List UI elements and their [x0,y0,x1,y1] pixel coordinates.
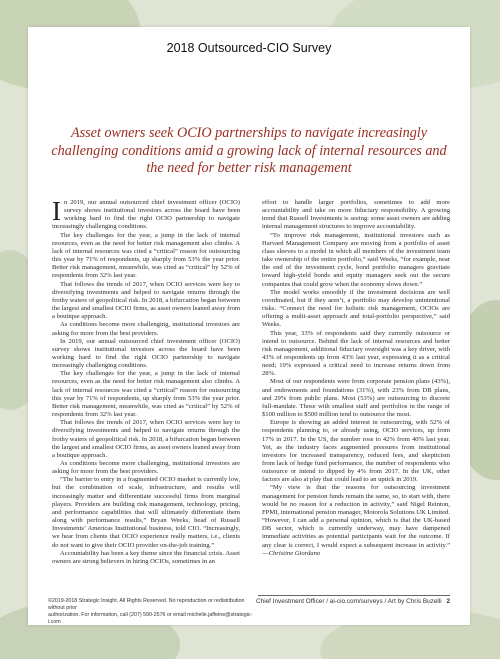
article-paragraph: In 2019, our annual outsourced chief investment officer (OCIO) survey shows institutional investors across the board have been working hard to find the right OCIO partnership to navigate increasingly challenging conditions. [52,337,240,370]
footer-source: Chief Investment Officer / ai-cio.com/surveys / Art by Chris Buzelli 2 [256,598,450,605]
article-column-left [52,199,240,613]
article-paragraph: The key challenges for the year, a jump in the lack of internal resources, even as the need for better risk management also climbs. A lack of internal resources was cited a “critical” reason for outsourcing this year by 71% of respondents, up sharply from 53% the year prior. Better risk management, meanwhile, was cited as “critical” by 52% of respondents from 32% last year. [52,231,240,280]
article-paragraph: effort to handle larger portfolios, sometimes to add more accountability and take on more fiduciary responsibility. A growing trend that Russell Investments is seeing: some asset owners are adding internal management structures to improve accountability. [262,199,450,231]
article-paragraph: As conditions become more challenging, institutional investors are asking for more from the best providers. [52,460,240,476]
article-paragraph: Europe is showing an added interest in outsourcing, with 52% of respondents planning to, or already using, OCIO services, up from 17% in 2017. In the US, the number rose to 42% from 40% last year. Yet, as the industry faces augmented pressures from institutional investors for increased transparency, reduced fees, and skepticism from lack of hedge fund performance, the number of respondents who outsource or intend to dipped by 4% from 2017. In the UK, other factors are also at play that could lead to an uptick in 2019. [262,419,450,484]
headline: Asset owners seek OCIO partnerships to navigate increasingly challenging conditions amid a growing lack of internal resources and the need for better risk management [51,125,447,176]
footer-divider [258,595,450,596]
article-paragraph: The model works smoothly if the investment decisions are well coordinated, but if they aren’t, a portfolio may develop unintentional risks. “Connect the need for holistic risk management, OCIOs are offering a multi-asset approach and total-portfolio perspective,” said Weeks. [262,288,450,329]
author-byline: Christine Giordano [268,549,321,557]
article-paragraph: “To improve risk management, institutional investors such as Harvard Management Company are moving from a portfolio of asset class sleeves to a model in which all members of the investment team take ownership of the entire portfolio,” said Weeks, “for example, near the end of the investment cycle, bond portfolio managers gravitate toward high-yield bonds and equity managers seek out the secure companies that could grow when the economy slows down.” [262,231,450,288]
article-body [52,199,450,613]
copyright-notice: ©2019-2018 Strategic Insight. All Rights Reserved. No reproduction or redistribution without prior authorization. For information, call (207) 590-2576 or email michelle.jaffeine@strategic-i.com [48,598,253,625]
article-paragraph: Accountability has been a key theme since the financial crisis. Asset owners are strong believers in hiring OCIOs, sometimes in an [52,549,240,565]
drop-cap: I [52,199,61,226]
article-paragraph: The key challenges for the year, a jump in the lack of internal resources, even as the need for better risk management also climbs. A lack of internal resources was cited a “critical” reason for outsourcing this year by 71% of respondents, up sharply from 53% the year prior. Better risk management, meanwhile, was cited as “critical” by 52% of respondents from 32% last year. [52,370,240,419]
article-paragraph: This year, 33% of respondents said they currently outsource or intend to outsource. Behind the lack of internal resources and better risk management, additional fiduciary oversight was a key driver, with 43% of respondents up from 43% last year, expressing it as a critical need; 19% expressed a critical need to increase returns down from 28%. [262,329,450,378]
article-panel [28,27,470,625]
article-paragraph: “The barrier to entry in a fragmented OCIO market is currently low, but the combination of scale, infrastructure, and results will increasingly matter and differentiate successful firms from marginal players. Providers are building risk management, technology, pricing, and performance capabilities that will ultimately differentiate them along with performance results,” Bryan Weeks, head of Russell Investments’ Americas Institutional business, told CIO. “Increasingly, we hear from clients that OCIO experience really matters, i.e., clients do not want to give their OCIO provider on-the-job training.” [52,476,240,549]
article-paragraph: That follows the trends of 2017, when OCIO services were key to diversifying investments and helped to navigate returns through the frothy waters of geopolitical risk. In 2018, a bifurcation began between the largest and smallest OCIO firms, as asset owners leaned away from a boutique approach. [52,280,240,321]
article-paragraph: Most of our respondents were from corporate pension plans (43%), and endowments and foundations (31%), with 23% from DB plans, and 29% from public plans. Most (53%) are outsourcing to discrete full-mandate. Those with smallest staff and portfolios in the range of $100 million to $500 million tend to outsource the most. [262,378,450,419]
article-paragraph: That follows the trends of 2017, when OCIO services were key to diversifying investments and helped to navigate returns through the frothy waters of geopolitical risk. In 2018, a bifurcation began between the largest and smallest OCIO firms, as asset owners leaned away from a boutique approach. [52,419,240,459]
article-paragraph: As conditions become more challenging, institutional investors are asking for more from the best providers. [52,321,240,337]
survey-title: 2018 Outsourced-CIO Survey [166,41,332,55]
article-paragraph: “My view is that the reasons for outsourcing investment management for pension funds remain the same, so, to start with, there would be no reason for a reduction in activity,” said Nigel Reinton, FPMI, international pension manager, Motorola Solutions UK Limited. “However, I can add a personal opinion, which is that the UK-based DB sector, which is currently underway, may have dampened immediate activities as potential participants wait for the outcome. If any clear is correct, I would expect a subsequent increase in activity.” —Christine Giordano [262,484,450,557]
article-paragraph: In 2019, our annual outsourced chief investment officer (OCIO) survey shows institutional investors across the board have been working hard to find the right OCIO partnership to navigate increasingly challenging conditions. [52,199,240,231]
page-number: 2 [446,598,450,605]
article-column-right [262,199,450,613]
